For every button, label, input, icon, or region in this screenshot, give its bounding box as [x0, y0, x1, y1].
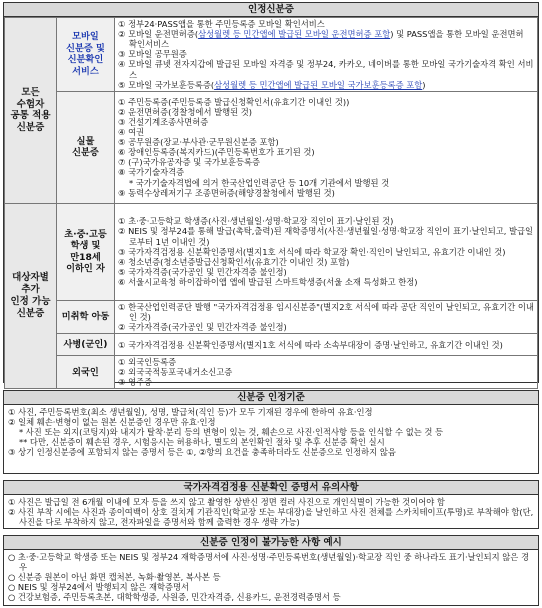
list-item: ② 외국국적동포국내거소신고증	[118, 367, 233, 378]
list-item: ⑤ 국가자격증(국가공인 및 민간자격증 불인정)	[118, 266, 287, 277]
list-item: ** 다만, 신분증이 훼손된 경우, 시험응시는 허용하나, 별도의 본인확인 절차 및 추후 신분증 확인 실시	[19, 437, 385, 448]
list-item: ① 초·중·고등학교 학생증(사진·생년월일·성명·학교장 직인이 표기·날인된 것)	[118, 216, 394, 227]
list-item: * 사진 또는 외지(코팅지)와 내지가 탈착·분리 등의 변형이 있는 것, 훼손으로 사진·인적사항 등을 인식할 수 없는 것 등	[19, 427, 444, 438]
subcategory-mobile: 모바일 신분증 및 신분확인 서비스	[57, 18, 115, 92]
list-item: ③ 영주증	[118, 377, 153, 388]
list-item: ⑥ 장애인등록증(복지카드)(주민등록번호가 표기된 것)	[118, 147, 315, 158]
subcategory-student: 초·중·고등 학생 및 만18세 이하인 자	[57, 203, 115, 300]
list-item: ○ NEIS 및 정부24에서 발행되지 않은 재학증명서	[8, 582, 190, 593]
subcategory-physical: 실물 신분증	[57, 91, 115, 203]
list-item: ⑤ 모바일 국가보훈등록증(삼성월렛 등 민간앱에 발급된 모바일 국가보훈등록증 포함)	[118, 79, 426, 90]
list-item: ③ 건설기계조종사면허증	[118, 116, 209, 127]
list-item: ① 사진, 주민등록번호(최소 생년월일), 성명, 발급처(직인 등)가 모두 기재된 경우에 한하여 유효·인정	[8, 407, 373, 417]
list-item: ⑥ 서울시교육청 하이잡하이앱 앱에 발급된 스마트학생증(서울 소재 특성화고 한정)	[118, 277, 418, 288]
highlight-text: 삼성월렛 등 민간앱에 발급된 모바일 국가보훈등록증 포함	[214, 79, 423, 90]
list-item: ⑦ (구)국가유공자증 및 국가보훈등록증	[118, 157, 261, 168]
list-item: ○ 신분증 원본이 아닌 화면 캡처본, 녹화·촬영본, 복사본 등	[8, 572, 221, 583]
list-item: ③ 상기 인정신분증에 포함되지 않는 증명서 등은 ①, ②항의 요건을 충족하더라도 신분증으로 인정하지 않음	[8, 447, 396, 458]
list-item: ② 운전면허증(경찰청에서 발행된 것)	[118, 106, 253, 117]
category-common: 모든 수험자 공통 적용 신분증	[5, 18, 57, 204]
section-title: 국가자격검정용 신분확인 증명서 유의사항	[4, 481, 538, 495]
section-accepted-ids	[3, 2, 539, 388]
list-item: ② 모바일 운전면허증(삼성월렛 등 민간앱에 발급된 모바일 운전면허증 포함) 및 PASS앱을 통한 모바일 운전면허 확인서비스	[118, 29, 524, 50]
list-item: * 국가기술자격법에 의거 한국산업인력공단 등 10개 기관에서 발행된 것	[129, 177, 390, 188]
list-item: ② 일체 훼손·변형이 없는 원본 신분증인 경우만 유효·인정	[8, 417, 216, 428]
list-item: ○ 초·중·고등학교 학생증 또는 NEIS 및 정부24 재학증명서에 사진·성명·주민등록번호(생년월일)·학교장 직인 중 하나라도 표기·날인되지 않은 경우	[8, 552, 529, 573]
list-item: ⑨ 동력수상레저기구 조종면허증(해양경찰청에서 발행된 것)	[118, 187, 335, 198]
physical-id-list	[115, 91, 538, 203]
foreigner-id-list	[115, 356, 538, 389]
list-item: ② NEIS 및 정부24를 통해 발급(촉탁,출력)된 재학증명서(사진·생년월일·성명·학교장 직인이 표기·날인되고, 발급일로부터 1년 이내인 것)	[118, 226, 534, 247]
list-item: ② 사진 부착 시에는 사진과 종이여백이 상호 걸치게 기관직인(학교장 또는 부대장)을 날인하고 사진 전체를 스카치테이프(투명)로 부착해야 함(단, 사진을 다로 부착하지 않고, 전자파일을 증명서와 함께 출력한 경우 생략 가능)	[8, 507, 534, 528]
list-item: ① 주민등록증(주민등록증 발급신청확인서(유효기간 이내인 것))	[118, 96, 350, 107]
criteria-list	[4, 405, 538, 460]
section-title: 인정신분증	[4, 3, 538, 17]
not-accepted-list	[4, 550, 538, 605]
section-title: 신분증 인정기준	[4, 391, 538, 405]
accepted-id-table	[4, 17, 538, 389]
list-item: ○ 건강보험증, 주민등록초본, 대학학생증, 사원증, 민간자격증, 신용카드, 운전경력증명서 등	[8, 592, 341, 603]
subcategory-foreigner: 외국인	[57, 356, 115, 389]
subcategory-preschool: 미취학 아동	[57, 300, 115, 333]
soldier-id-list	[115, 334, 538, 356]
list-item: ③ 국가자격검정용 신분확인증명서(별지1호 서식에 따라 학교장 확인·직인이 날인되고, 유효기간 이내인 것)	[118, 246, 506, 257]
list-item: ④ 청소년증(청소년증발급신청확인서(유효기간 이내인 것) 포함)	[118, 256, 350, 267]
certificate-notes-list	[4, 495, 538, 529]
section-id-criteria	[3, 390, 539, 474]
section-title: 신분증 인정이 불가능한 사항 예시	[4, 536, 538, 550]
student-id-list	[115, 203, 538, 300]
list-item: ④ 여권	[118, 127, 145, 138]
list-item: ③ 모바일 공무원증	[118, 49, 187, 60]
list-item: ① 사진은 발급일 전 6개월 이내에 모자 등을 쓰지 않고 촬영한 상반신 정면 컬러 사진으로 개인식별이 가능한 것이어야 함	[8, 497, 445, 507]
highlight-text: 삼성월렛 등 민간앱에 발급된 모바일 운전면허증 포함	[198, 29, 391, 40]
list-item: ⑧ 국가기술자격증	[118, 167, 185, 178]
list-item: ① 국가자격검정용 신분확인증명서(별지1호 서식에 따라 소속부대장이 증명·날인하고, 유효기간 이내인 것)	[118, 339, 503, 350]
list-item: ② 국가자격증(국가공인 및 민간자격증 불인정)	[118, 321, 287, 332]
list-item: ① 외국인등록증	[118, 357, 177, 368]
subcategory-soldier: 사병(군인)	[57, 334, 115, 356]
section-certificate-notes	[3, 480, 539, 529]
section-not-accepted	[3, 535, 539, 606]
list-item: ④ 모바일 큐넷 전자지갑에 발급된 모바일 자격증 및 정부24, 카카오, 네이버를 통한 모바일 국가기술자격 확인 서비스	[118, 59, 534, 80]
list-item: ① 정부24·PASS앱을 통한 주민등록증 모바일 확인서비스	[118, 19, 325, 29]
category-additional: 대상자별 추가 인정 가능 신분증	[5, 203, 57, 389]
preschool-id-list	[115, 300, 538, 333]
mobile-id-list	[115, 18, 538, 92]
list-item: ① 한국산업인력공단 발행 "국가자격검정용 임시신분증"(별지2호 서식에 따라 공단 직인이 날인되고, 유효기간 이내인 것)	[118, 301, 534, 322]
list-item: ⑤ 공무원증(장교·부사관·군무원신분증 포함)	[118, 137, 279, 148]
